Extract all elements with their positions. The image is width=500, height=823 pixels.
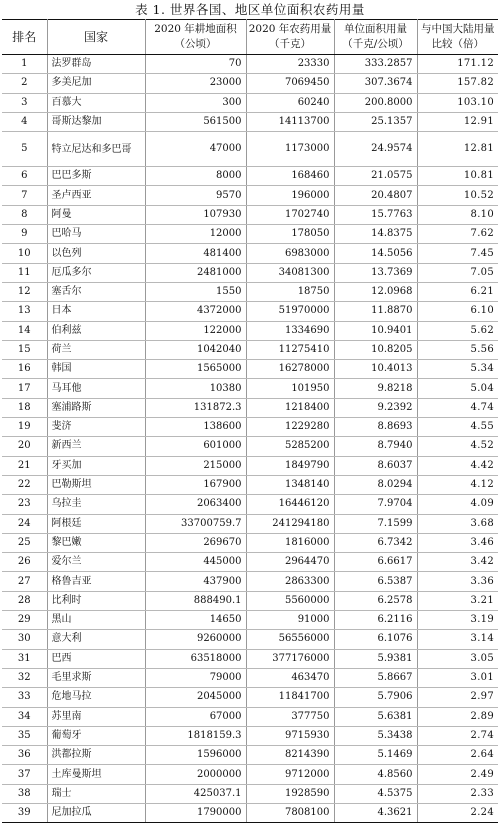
cell-ratio: 2.64 [417,746,498,765]
cell-area: 167900 [145,475,246,494]
cell-country: 洪都拉斯 [47,746,145,765]
cell-ratio: 4.12 [417,475,498,494]
cell-area: 79000 [145,668,246,687]
cell-area: 107930 [145,205,246,224]
cell-rank: 19 [2,418,47,437]
cell-country: 荷兰 [47,340,145,359]
cell-area: 4372000 [145,302,246,321]
cell-ratio: 12.91 [417,112,498,131]
table-row [2,514,498,533]
cell-pesticide: 241294180 [246,514,334,533]
cell-per-area: 7.9704 [334,495,417,514]
cell-rank: 8 [2,205,47,224]
cell-rank: 15 [2,340,47,359]
cell-per-area: 8.6037 [334,456,417,475]
cell-country: 特立尼达和多巴哥 [47,132,145,167]
cell-rank: 23 [2,495,47,514]
cell-country: 伯利兹 [47,321,145,340]
cell-per-area: 7.1599 [334,514,417,533]
table-row [2,765,498,784]
cell-area: 2000000 [145,765,246,784]
table-row [2,437,498,456]
header-row [2,20,498,55]
cell-pesticide: 6983000 [246,244,334,263]
cell-area: 888490.1 [145,591,246,610]
cell-country: 阿曼 [47,205,145,224]
cell-per-area: 9.2392 [334,398,417,417]
cell-area: 12000 [145,225,246,244]
cell-area: 1565000 [145,360,246,379]
table-row [2,132,498,167]
cell-pesticide: 1702740 [246,205,334,224]
table-row [2,475,498,494]
cell-ratio: 5.04 [417,379,498,398]
cell-rank: 29 [2,611,47,630]
cell-per-area: 4.5375 [334,784,417,803]
cell-per-area: 10.9401 [334,321,417,340]
cell-ratio: 2.74 [417,726,498,745]
cell-area: 1790000 [145,803,246,822]
cell-area: 23000 [145,74,246,93]
table-row [2,244,498,263]
cell-pesticide: 1173000 [246,132,334,167]
table-row [2,611,498,630]
cell-ratio: 6.21 [417,282,498,301]
cell-pesticide: 1229280 [246,418,334,437]
cell-per-area: 10.4013 [334,360,417,379]
table-row [2,803,498,822]
cell-pesticide: 51970000 [246,302,334,321]
cell-pesticide: 91000 [246,611,334,630]
cell-per-area: 333.2857 [334,55,417,74]
cell-area: 33700759.7 [145,514,246,533]
cell-country: 塞浦路斯 [47,398,145,417]
cell-pesticide: 2863300 [246,572,334,591]
cell-ratio: 5.62 [417,321,498,340]
cell-area: 47000 [145,132,246,167]
cell-area: 437900 [145,572,246,591]
cell-area: 67000 [145,707,246,726]
cell-ratio: 5.56 [417,340,498,359]
cell-area: 1042040 [145,340,246,359]
cell-rank: 28 [2,591,47,610]
cell-ratio: 7.62 [417,225,498,244]
table-row [2,93,498,112]
cell-area: 1550 [145,282,246,301]
header-area: 2020 年耕地面积（公顷） [145,20,246,55]
cell-per-area: 4.8560 [334,765,417,784]
cell-country: 意大利 [47,630,145,649]
cell-rank: 10 [2,244,47,263]
cell-per-area: 200.8000 [334,93,417,112]
cell-per-area: 5.8667 [334,668,417,687]
header-country: 国家 [47,20,145,55]
cell-country: 尼加拉瓜 [47,803,145,822]
cell-per-area: 5.3438 [334,726,417,745]
cell-per-area: 20.4807 [334,186,417,205]
table-row [2,630,498,649]
cell-ratio: 7.45 [417,244,498,263]
table-row [2,186,498,205]
cell-country: 马耳他 [47,379,145,398]
cell-pesticide: 196000 [246,186,334,205]
cell-area: 63518000 [145,649,246,668]
cell-ratio: 4.52 [417,437,498,456]
cell-per-area: 9.8218 [334,379,417,398]
cell-country: 日本 [47,302,145,321]
cell-ratio: 2.33 [417,784,498,803]
cell-country: 塞舌尔 [47,282,145,301]
cell-pesticide: 168460 [246,167,334,186]
cell-rank: 20 [2,437,47,456]
cell-rank: 1 [2,55,47,74]
table-row [2,649,498,668]
cell-pesticide: 5560000 [246,591,334,610]
table-row [2,688,498,707]
cell-area: 8000 [145,167,246,186]
cell-area: 2045000 [145,688,246,707]
cell-country: 瑞士 [47,784,145,803]
cell-area: 215000 [145,456,246,475]
cell-pesticide: 2964470 [246,553,334,572]
cell-area: 122000 [145,321,246,340]
cell-ratio: 2.97 [417,688,498,707]
cell-pesticide: 463470 [246,668,334,687]
cell-rank: 14 [2,321,47,340]
cell-area: 2481000 [145,263,246,282]
cell-ratio: 12.81 [417,132,498,167]
cell-pesticide: 7069450 [246,74,334,93]
cell-country: 巴哈马 [47,225,145,244]
cell-per-area: 14.8375 [334,225,417,244]
cell-pesticide: 1348140 [246,475,334,494]
cell-per-area: 8.7940 [334,437,417,456]
header-ratio: 与中国大陆用量比较（倍） [417,20,498,55]
cell-pesticide: 9715930 [246,726,334,745]
cell-ratio: 2.24 [417,803,498,822]
cell-pesticide: 8214390 [246,746,334,765]
cell-ratio: 171.12 [417,55,498,74]
cell-country: 土库曼斯坦 [47,765,145,784]
cell-pesticide: 18750 [246,282,334,301]
cell-country: 斐济 [47,418,145,437]
cell-ratio: 3.68 [417,514,498,533]
cell-pesticide: 11841700 [246,688,334,707]
cell-pesticide: 1816000 [246,533,334,552]
table-row [2,591,498,610]
header-per-area: 单位面积用量（千克/公顷） [334,20,417,55]
table-row [2,784,498,803]
cell-pesticide: 1218400 [246,398,334,417]
cell-country: 巴勒斯坦 [47,475,145,494]
cell-pesticide: 1928590 [246,784,334,803]
cell-per-area: 6.1076 [334,630,417,649]
table-row [2,205,498,224]
cell-country: 比利时 [47,591,145,610]
cell-ratio: 4.42 [417,456,498,475]
cell-per-area: 6.6617 [334,553,417,572]
cell-rank: 34 [2,707,47,726]
table-row [2,282,498,301]
cell-per-area: 8.8693 [334,418,417,437]
cell-ratio: 7.05 [417,263,498,282]
cell-per-area: 5.7906 [334,688,417,707]
cell-rank: 27 [2,572,47,591]
cell-per-area: 6.2116 [334,611,417,630]
table-title: 表 1. 世界各国、地区单位面积农药用量 [135,2,365,17]
cell-area: 131872.3 [145,398,246,417]
cell-ratio: 6.10 [417,302,498,321]
pesticide-table [2,19,498,823]
table-row [2,707,498,726]
cell-pesticide: 16278000 [246,360,334,379]
cell-pesticide: 7808100 [246,803,334,822]
cell-country: 圣卢西亚 [47,186,145,205]
cell-rank: 36 [2,746,47,765]
cell-rank: 31 [2,649,47,668]
cell-country: 哥斯达黎加 [47,112,145,131]
cell-rank: 18 [2,398,47,417]
cell-pesticide: 60240 [246,93,334,112]
cell-rank: 3 [2,93,47,112]
table-row [2,533,498,552]
table-row [2,321,498,340]
cell-pesticide: 5285200 [246,437,334,456]
cell-per-area: 15.7763 [334,205,417,224]
cell-area: 561500 [145,112,246,131]
table-row [2,74,498,93]
cell-per-area: 25.1357 [334,112,417,131]
cell-country: 危地马拉 [47,688,145,707]
cell-country: 格鲁吉亚 [47,572,145,591]
cell-ratio: 4.55 [417,418,498,437]
cell-rank: 7 [2,186,47,205]
table-row [2,263,498,282]
cell-rank: 21 [2,456,47,475]
table-row [2,553,498,572]
cell-pesticide: 9712000 [246,765,334,784]
cell-rank: 32 [2,668,47,687]
cell-ratio: 3.01 [417,668,498,687]
cell-ratio: 10.81 [417,167,498,186]
table-row [2,572,498,591]
cell-rank: 38 [2,784,47,803]
cell-pesticide: 56556000 [246,630,334,649]
cell-ratio: 3.19 [417,611,498,630]
table-row [2,225,498,244]
cell-rank: 17 [2,379,47,398]
cell-pesticide: 11275410 [246,340,334,359]
cell-country: 厄瓜多尔 [47,263,145,282]
cell-area: 481400 [145,244,246,263]
cell-per-area: 12.0968 [334,282,417,301]
cell-ratio: 3.14 [417,630,498,649]
table-row [2,668,498,687]
cell-rank: 6 [2,167,47,186]
table-row [2,360,498,379]
table-row [2,55,498,74]
cell-country: 巴巴多斯 [47,167,145,186]
cell-country: 法罗群岛 [47,55,145,74]
table-row [2,167,498,186]
table-row [2,746,498,765]
cell-ratio: 4.09 [417,495,498,514]
cell-pesticide: 16446120 [246,495,334,514]
cell-per-area: 6.5387 [334,572,417,591]
table-row [2,726,498,745]
cell-per-area: 14.5056 [334,244,417,263]
cell-area: 1818159.3 [145,726,246,745]
cell-rank: 30 [2,630,47,649]
cell-rank: 25 [2,533,47,552]
cell-per-area: 10.8205 [334,340,417,359]
cell-rank: 4 [2,112,47,131]
table-row [2,112,498,131]
cell-rank: 22 [2,475,47,494]
cell-area: 138600 [145,418,246,437]
table-row [2,379,498,398]
cell-country: 黎巴嫩 [47,533,145,552]
cell-per-area: 24.9574 [334,132,417,167]
cell-area: 9260000 [145,630,246,649]
table-row [2,340,498,359]
table-body [2,55,498,823]
cell-pesticide: 1849790 [246,456,334,475]
cell-country: 多美尼加 [47,74,145,93]
cell-ratio: 5.34 [417,360,498,379]
cell-area: 14650 [145,611,246,630]
cell-pesticide: 14113700 [246,112,334,131]
cell-country: 葡萄牙 [47,726,145,745]
cell-rank: 12 [2,282,47,301]
cell-pesticide: 377176000 [246,649,334,668]
cell-pesticide: 377750 [246,707,334,726]
cell-per-area: 6.7342 [334,533,417,552]
cell-country: 以色列 [47,244,145,263]
cell-per-area: 6.2578 [334,591,417,610]
cell-rank: 33 [2,688,47,707]
cell-ratio: 103.10 [417,93,498,112]
cell-country: 百慕大 [47,93,145,112]
cell-per-area: 21.0575 [334,167,417,186]
table-row [2,398,498,417]
cell-per-area: 307.3674 [334,74,417,93]
cell-area: 601000 [145,437,246,456]
cell-area: 70 [145,55,246,74]
cell-area: 425037.1 [145,784,246,803]
cell-area: 300 [145,93,246,112]
cell-ratio: 3.21 [417,591,498,610]
cell-rank: 16 [2,360,47,379]
cell-country: 阿根廷 [47,514,145,533]
cell-ratio: 157.82 [417,74,498,93]
cell-per-area: 5.9381 [334,649,417,668]
cell-per-area: 5.6381 [334,707,417,726]
cell-rank: 37 [2,765,47,784]
cell-ratio: 3.46 [417,533,498,552]
cell-area: 2063400 [145,495,246,514]
header-pesticide: 2020 年农药用量（千克） [246,20,334,55]
table-row [2,456,498,475]
cell-area: 445000 [145,553,246,572]
cell-country: 毛里求斯 [47,668,145,687]
cell-country: 巴西 [47,649,145,668]
cell-ratio: 3.05 [417,649,498,668]
cell-pesticide: 1334690 [246,321,334,340]
cell-rank: 35 [2,726,47,745]
cell-country: 新西兰 [47,437,145,456]
cell-rank: 24 [2,514,47,533]
cell-area: 10380 [145,379,246,398]
cell-per-area: 8.0294 [334,475,417,494]
cell-per-area: 4.3621 [334,803,417,822]
cell-ratio: 4.74 [417,398,498,417]
cell-rank: 13 [2,302,47,321]
cell-area: 1596000 [145,746,246,765]
cell-ratio: 2.49 [417,765,498,784]
cell-ratio: 8.10 [417,205,498,224]
cell-ratio: 3.42 [417,553,498,572]
cell-country: 乌拉圭 [47,495,145,514]
header-rank: 排名 [2,20,47,55]
cell-country: 苏里南 [47,707,145,726]
cell-rank: 9 [2,225,47,244]
cell-country: 爱尔兰 [47,553,145,572]
cell-rank: 5 [2,132,47,167]
cell-per-area: 5.1469 [334,746,417,765]
cell-per-area: 11.8870 [334,302,417,321]
cell-rank: 11 [2,263,47,282]
table-row [2,302,498,321]
cell-country: 黑山 [47,611,145,630]
cell-area: 9570 [145,186,246,205]
cell-per-area: 13.7369 [334,263,417,282]
cell-country: 韩国 [47,360,145,379]
cell-rank: 2 [2,74,47,93]
cell-rank: 26 [2,553,47,572]
cell-pesticide: 34081300 [246,263,334,282]
cell-ratio: 2.89 [417,707,498,726]
cell-pesticide: 101950 [246,379,334,398]
cell-ratio: 3.36 [417,572,498,591]
cell-country: 牙买加 [47,456,145,475]
cell-ratio: 10.52 [417,186,498,205]
cell-pesticide: 23330 [246,55,334,74]
cell-pesticide: 178050 [246,225,334,244]
table-row [2,418,498,437]
cell-rank: 39 [2,803,47,822]
table-row [2,495,498,514]
cell-area: 269670 [145,533,246,552]
